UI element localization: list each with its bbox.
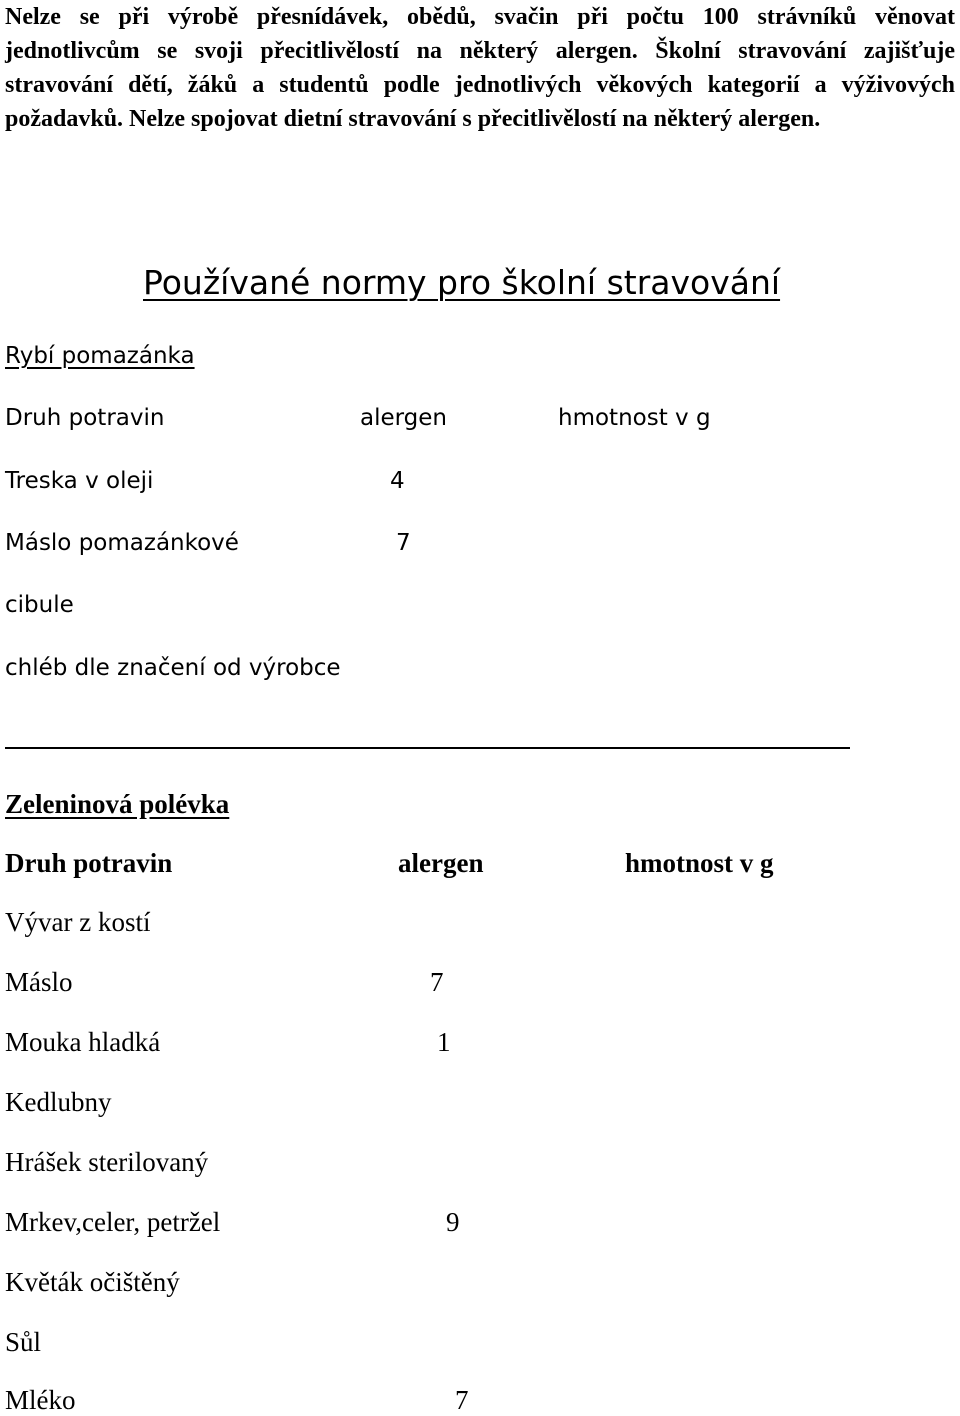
- column-header-weight: hmotnost v g: [625, 848, 774, 878]
- ingredient-name: Sůl: [5, 1327, 42, 1357]
- ingredient-name: Mouka hladká: [5, 1027, 161, 1057]
- ingredient-allergen: 9: [446, 1207, 460, 1237]
- column-header-food: Druh potravin: [5, 405, 165, 431]
- page-title: Používané normy pro školní stravování: [143, 263, 781, 302]
- column-header-allergen: alergen: [360, 405, 448, 431]
- column-header-allergen: alergen: [398, 848, 484, 878]
- ingredient-allergen: 7: [455, 1385, 469, 1415]
- ingredient-name: Treska v oleji: [5, 468, 154, 494]
- ingredient-name: Květák očištěný: [5, 1267, 180, 1297]
- ingredient-name: Máslo: [5, 967, 73, 997]
- ingredient-allergen: 7: [430, 967, 444, 997]
- ingredient-allergen: 4: [390, 468, 405, 494]
- ingredient-allergen: 1: [437, 1027, 451, 1057]
- recipe-title-rybi-pomazanka: Rybí pomazánka: [5, 343, 195, 369]
- ingredient-name: Vývar z kostí: [5, 907, 151, 937]
- intro-text: Nelze se při výrobě přesnídávek, obědů, svačin při počtu 100 strávníků věnovat jednotlivcům se svoji přecitlivělostí na některý alergen. Školní stravování zajišťuje stravování dětí, žáků a studentů podle jednotlivých věkových kategorií a výživových požadavků. Nelze spojovat dietní stravování s přecitlivělostí na některý alergen.: [5, 4, 955, 132]
- ingredient-name: chléb dle značení od výrobce: [5, 655, 341, 681]
- ingredient-name: Kedlubny: [5, 1087, 112, 1117]
- section-divider: [5, 747, 850, 749]
- recipe-title-zeleninova-polevka: Zeleninová polévka: [5, 789, 230, 819]
- ingredient-name: cibule: [5, 592, 74, 618]
- ingredient-name: Máslo pomazánkové: [5, 530, 239, 556]
- column-header-weight: hmotnost v g: [558, 405, 711, 431]
- ingredient-name: Mrkev,celer, petržel: [5, 1207, 221, 1237]
- intro-paragraph: [5, 0, 955, 136]
- ingredient-allergen: 7: [396, 530, 411, 556]
- column-header-food: Druh potravin: [5, 848, 173, 878]
- ingredient-name: Hrášek sterilovaný: [5, 1147, 209, 1177]
- ingredient-name: Mléko: [5, 1385, 76, 1415]
